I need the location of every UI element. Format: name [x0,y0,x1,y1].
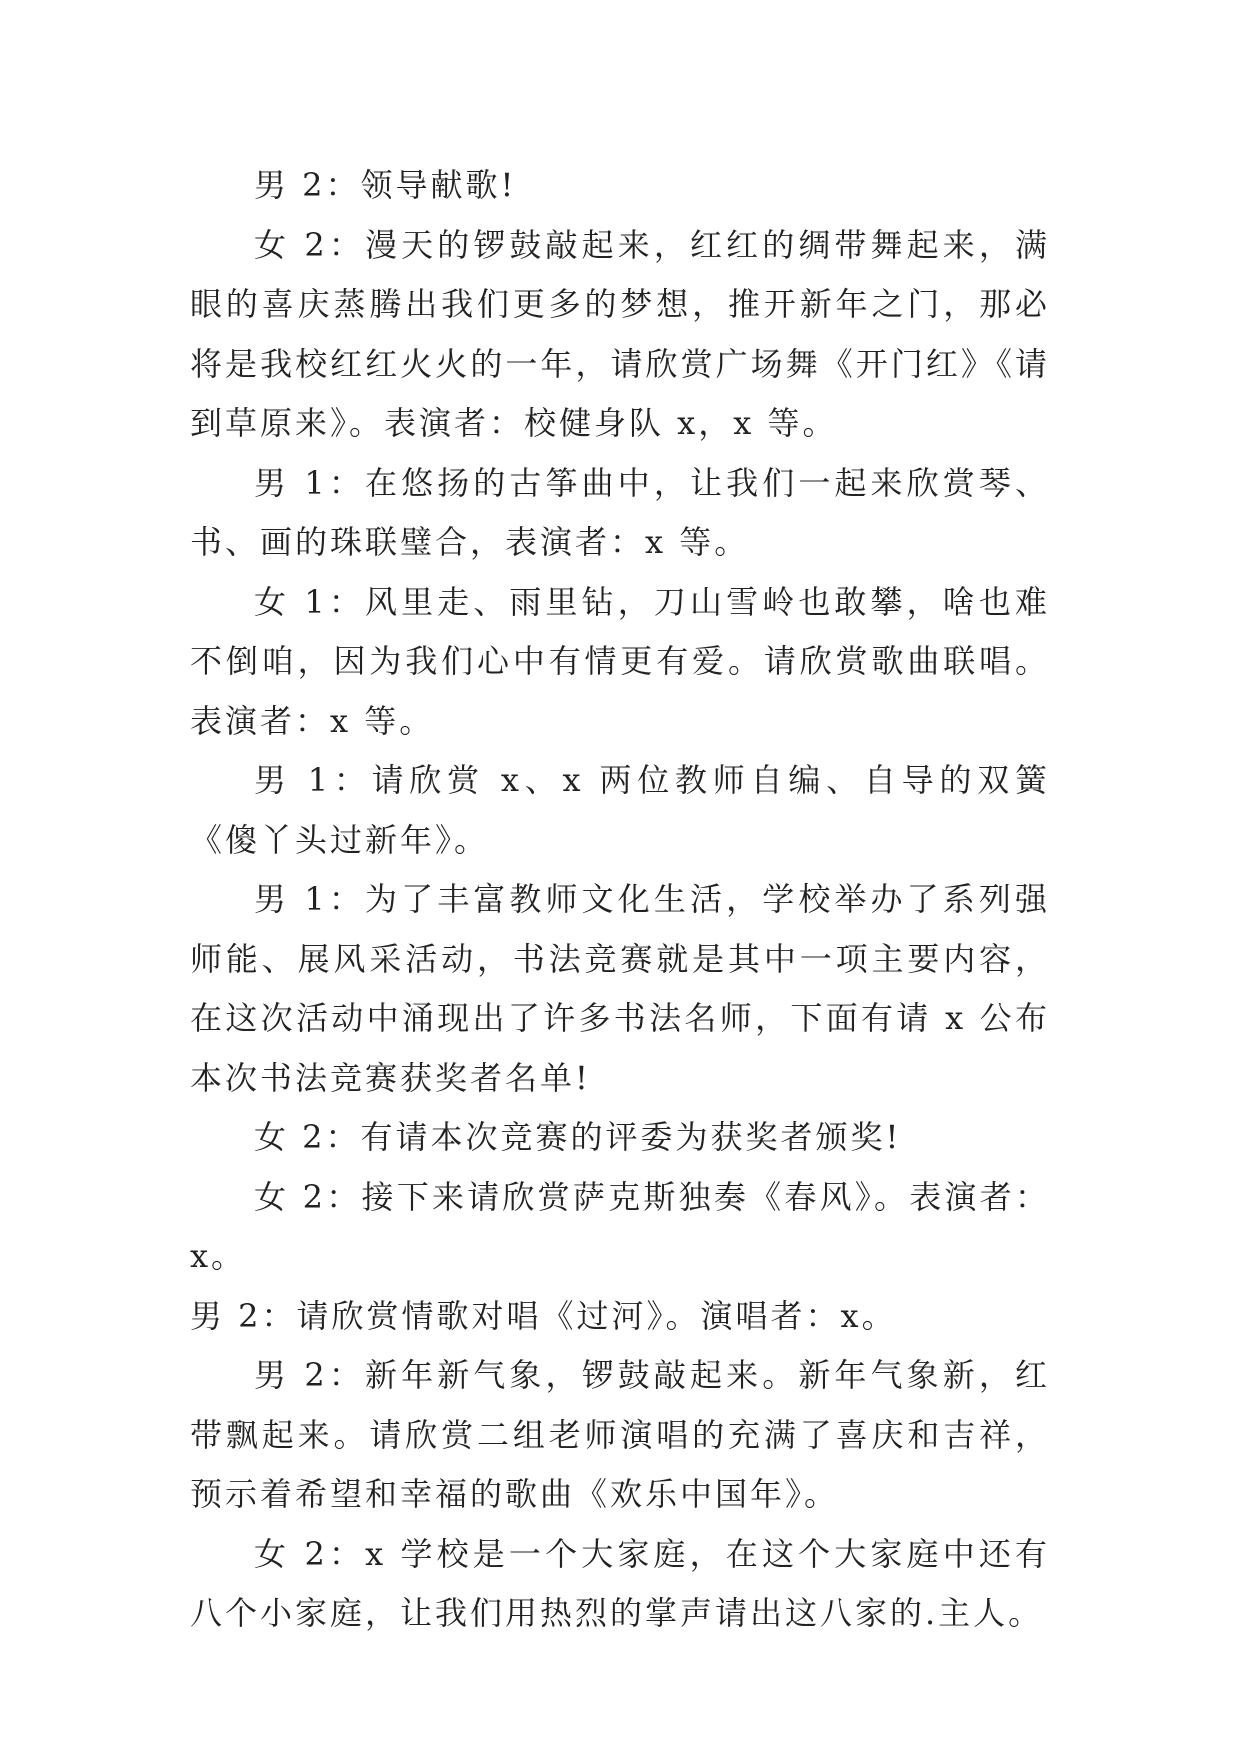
paragraph-2: 女 2：漫天的锣鼓敲起来，红红的绸带舞起来，满眼的喜庆蒸腾出我们更多的梦想，推开新年之门，那必将是我校红红火火的一年，请欣赏广场舞《开门红》《请到草原来》。表演者：校健身队 x，x 等。 [190,225,1050,442]
paragraph-6: 男 1：为了丰富教师文化生活，学校举办了系列强师能、展风采活动，书法竞赛就是其中一项主要内容，在这次活动中涌现出了许多书法名师，下面有请 x 公布本次书法竞赛获奖者名单! [190,880,1050,1097]
paragraph-9: 男 2：请欣赏情歌对唱《过河》。演唱者：x。 [190,1296,897,1335]
paragraph-4: 女 1：风里走、雨里钻，刀山雪岭也敢攀，啥也难不倒咱，因为我们心中有情更有爱。请欣赏歌曲联唱。表演者：x 等。 [190,582,1050,740]
paragraph-11: 女 2：x 学校是一个大家庭，在这个大家庭中还有八个小家庭，让我们用热烈的掌声请出这八家的.主人。 [190,1534,1050,1632]
paragraph-5: 男 1：请欣赏 x、x 两位教师自编、自导的双簧《傻丫头过新年》。 [190,761,1050,859]
paragraph-7: 女 2：有请本次竞赛的评委为获奖者颁奖! [254,1118,902,1156]
document-body [190,156,1050,1644]
paragraph-10: 男 2：新年新气象，锣鼓敲起来。新年气象新，红带飘起来。请欣赏二组老师演唱的充满了喜庆和吉祥，预示着希望和幸福的歌曲《欢乐中国年》。 [190,1356,1050,1513]
paragraph-3: 男 1：在悠扬的古筝曲中，让我们一起来欣赏琴、书、画的珠联璧合，表演者：x 等。 [190,463,1050,561]
paragraph-8: 女 2：接下来请欣赏萨克斯独奏《春风》。表演者：x。 [190,1177,1050,1275]
paragraph-1: 男 2：领导献歌! [254,166,517,204]
